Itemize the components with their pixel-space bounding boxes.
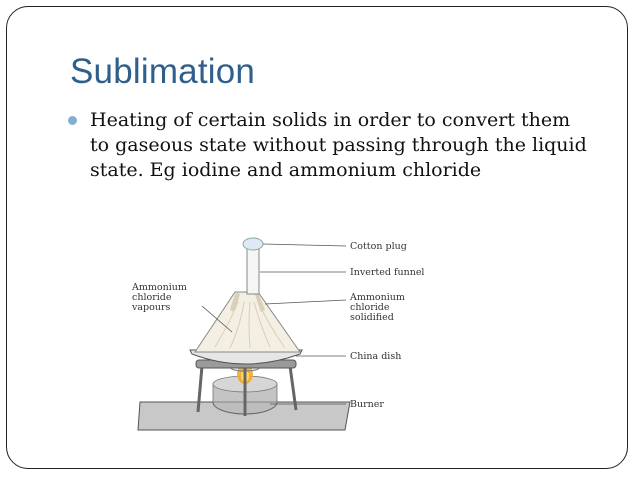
label-vapours-1: Ammonium	[132, 282, 187, 293]
bullet-text: Heating of certain solids in order to convert them to gaseous state without passing through the liquid state. Eg iodine and ammonium chloride	[90, 109, 587, 181]
label-solidified-1: Ammonium	[350, 292, 405, 303]
cotton-plug	[243, 238, 263, 250]
label-vapours-2: chloride	[132, 292, 172, 303]
label-inverted-funnel: Inverted funnel	[350, 267, 425, 278]
label-solidified-3: solidified	[350, 312, 394, 323]
label-vapours-3: vapours	[132, 302, 171, 313]
bullet-dot-icon	[68, 116, 77, 125]
label-solidified-2: chloride	[350, 302, 390, 313]
slide-title: Sublimation	[70, 52, 256, 91]
inverted-funnel	[195, 292, 300, 352]
sublimation-apparatus-diagram	[120, 232, 480, 442]
label-china-dish: China dish	[350, 351, 402, 362]
label-burner: Burner	[350, 399, 384, 410]
funnel-stem	[247, 246, 259, 294]
label-cotton-plug: Cotton plug	[350, 241, 407, 252]
